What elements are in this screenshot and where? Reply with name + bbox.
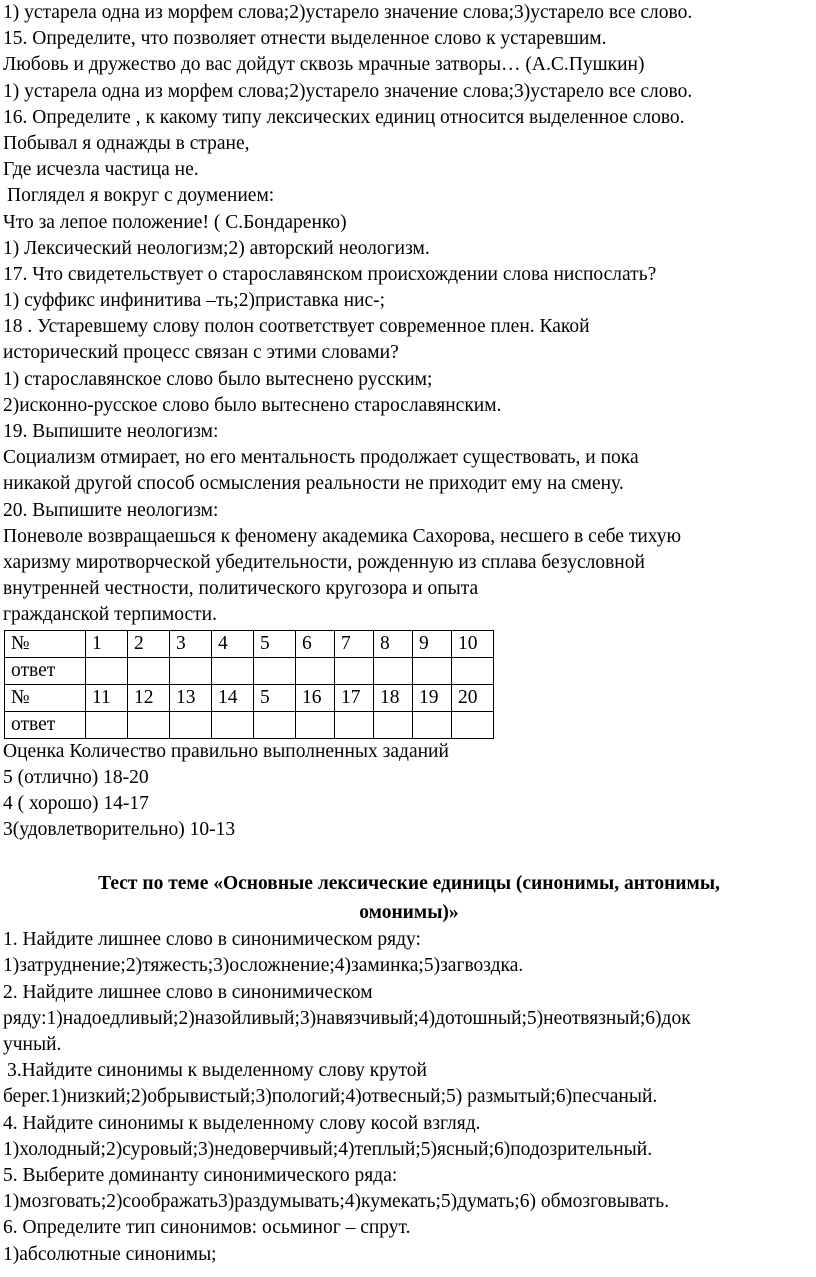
- text-line: 17. Что свидетельствует о старославянском происхождении слова ниспослать?: [3, 263, 657, 285]
- text-line: внутренней честности, политического кругозора и опыта: [3, 578, 479, 600]
- text-line: харизму миротворческой убедительности, рожденную из сплава безусловной: [3, 551, 645, 573]
- table-cell: 19: [413, 684, 452, 711]
- table-cell: 8: [374, 630, 413, 657]
- test-title-line: омонимы)»: [359, 902, 459, 924]
- table-cell: 5: [254, 684, 296, 711]
- text-line: 3.Найдите синонимы к выделенному слову крутой: [7, 1060, 427, 1082]
- table-row: [5, 711, 494, 738]
- table-cell: №: [5, 630, 86, 657]
- answer-cell: [170, 657, 212, 684]
- answer-cell: [452, 657, 494, 684]
- table-cell: 1: [86, 630, 128, 657]
- answer-cell: [374, 657, 413, 684]
- text-line: 2. Найдите лишнее слово в синонимическом: [3, 981, 373, 1003]
- answer-cell: [413, 711, 452, 738]
- answer-cell: [296, 657, 335, 684]
- answer-table: [4, 630, 494, 739]
- table-cell: 20: [452, 684, 494, 711]
- answer-cell: [128, 711, 170, 738]
- text-line: 1) суффикс инфинитива –ть;2)приставка нис-;: [3, 290, 386, 312]
- test-title-line: Тест по теме «Основные лексические единицы (синонимы, антонимы,: [98, 873, 720, 895]
- answer-cell: [86, 657, 128, 684]
- text-line: Побывал я однажды в стране,: [3, 132, 250, 154]
- text-line: 1)мозговать;2)соображать3)раздумывать;4)кумекать;5)думать;6) обмозговывать.: [3, 1191, 670, 1213]
- table-cell: 4: [212, 630, 254, 657]
- table-row: [5, 657, 494, 684]
- text-line: гражданской терпимости.: [3, 604, 217, 626]
- text-line: 1) устарела одна из морфем слова;2)устарело значение слова;3)устарело все слово.: [3, 2, 693, 23]
- table-cell: 17: [335, 684, 374, 711]
- answer-cell: [335, 711, 374, 738]
- questions-block: [3, 0, 815, 629]
- table-cell: 12: [128, 684, 170, 711]
- text-line: Где исчезла частица не.: [3, 159, 199, 181]
- text-line: 4. Найдите синонимы к выделенному слову косой взгляд.: [3, 1112, 481, 1134]
- table-cell: 10: [452, 630, 494, 657]
- table-cell: №: [5, 684, 86, 711]
- table-cell: 13: [170, 684, 212, 711]
- answer-cell: [254, 657, 296, 684]
- document-page: [3, 0, 815, 1268]
- text-line: 6. Определите тип синонимов: осьминог – спрут.: [3, 1217, 411, 1239]
- text-line: 1) Лексический неологизм;2) авторский неологизм.: [3, 237, 430, 259]
- answer-cell: [212, 711, 254, 738]
- text-line: 1)абсолютные синонимы;: [3, 1243, 217, 1265]
- text-line: ряду:1)надоедливый;2)назойливый;3)навязчивый;4)дотошный;5)неотвязный;6)док: [3, 1007, 691, 1029]
- table-cell: 18: [374, 684, 413, 711]
- text-line: 1. Найдите лишнее слово в синонимическом ряду:: [3, 929, 421, 951]
- table-cell: 6: [296, 630, 335, 657]
- table-cell: 14: [212, 684, 254, 711]
- answer-cell: [335, 657, 374, 684]
- text-line: берег.1)низкий;2)обрывистый;3)пологий;4)отвесный;5) размытый;6)песчаный.: [3, 1086, 658, 1108]
- text-line: 15. Определите, что позволяет отнести выделенное слово к устаревшим.: [3, 28, 607, 50]
- table-cell: 16: [296, 684, 335, 711]
- table-cell: ответ: [5, 657, 86, 684]
- text-line: 16. Определите , к какому типу лексических единиц относится выделенное слово.: [3, 106, 685, 128]
- text-line: исторический процесс связан с этими словами?: [3, 342, 399, 364]
- text-line: Социализм отмирает, но его ментальность продолжает существовать, и пока: [3, 447, 639, 469]
- text-line: 5. Выберите доминанту синонимического ряда:: [3, 1164, 398, 1186]
- test-questions-block: [3, 927, 815, 1267]
- table-row: [5, 630, 494, 657]
- blank-line: [3, 843, 815, 869]
- answer-cell: [413, 657, 452, 684]
- grading-line: Оценка Количество правильно выполненных заданий: [3, 740, 449, 762]
- table-cell: ответ: [5, 711, 86, 738]
- answer-cell: [86, 711, 128, 738]
- grading-line: 3(удовлетворительно) 10-13: [3, 819, 236, 841]
- text-line: 1)затруднение;2)тяжесть;3)осложнение;4)заминка;5)загвоздка.: [3, 955, 524, 977]
- text-line: никакой другой способ осмысления реальности не приходит ему на смену.: [3, 473, 624, 495]
- table-cell: 3: [170, 630, 212, 657]
- table-cell: 11: [86, 684, 128, 711]
- text-line: учный.: [3, 1034, 62, 1055]
- answer-cell: [374, 711, 413, 738]
- answer-cell: [452, 711, 494, 738]
- text-line: Что за лепое положение! ( С.Бондаренко): [3, 211, 347, 233]
- answer-cell: [254, 711, 296, 738]
- grading-line: 4 ( хорошо) 14-17: [3, 792, 149, 814]
- text-line: 1)холодный;2)суровый;3)недоверчивый;4)теплый;5)ясный;6)подозрительный.: [3, 1138, 653, 1160]
- grading-line: 5 (отлично) 18-20: [3, 766, 149, 788]
- text-line: 1) устарела одна из морфем слова;2)устарело значение слова;3)устарело все слово.: [3, 80, 693, 102]
- table-cell: 2: [128, 630, 170, 657]
- answer-cell: [296, 711, 335, 738]
- table-row: [5, 684, 494, 711]
- text-line: 20. Выпишите неологизм:: [3, 499, 219, 521]
- table-cell: 5: [254, 630, 296, 657]
- text-line: 1) старославянское слово было вытеснено русским;: [3, 368, 433, 390]
- text-line: Любовь и дружество до вас дойдут сквозь мрачные затворы… (А.С.Пушкин): [3, 54, 645, 76]
- text-line: 18 . Устаревшему слову полон соответствует современное плен. Какой: [3, 316, 590, 338]
- answer-cell: [128, 657, 170, 684]
- answer-cell: [212, 657, 254, 684]
- table-cell: 7: [335, 630, 374, 657]
- text-line: Поглядел я вокруг с доумением:: [7, 185, 275, 207]
- table-cell: 9: [413, 630, 452, 657]
- grading-block: [3, 739, 815, 844]
- text-line: Поневоле возвращаешься к феномену академика Сахорова, несшего в себе тихую: [3, 525, 682, 547]
- test-title: [3, 869, 815, 927]
- text-line: 2)исконно-русское слово было вытеснено старославянским.: [3, 394, 502, 416]
- text-line: 19. Выпишите неологизм:: [3, 421, 219, 442]
- answer-cell: [170, 711, 212, 738]
